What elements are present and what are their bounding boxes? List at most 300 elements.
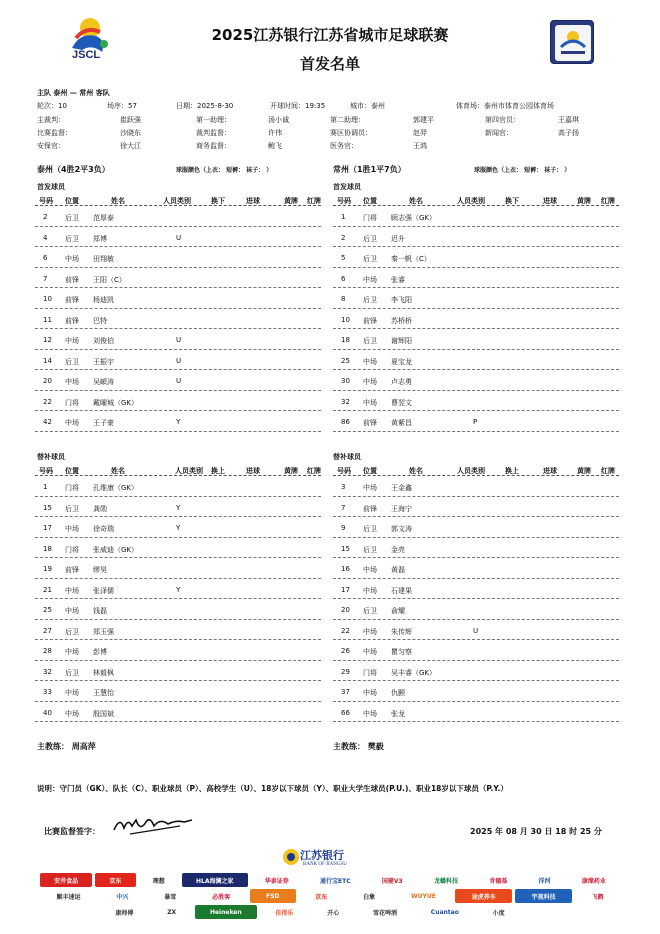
player-name: 王海宁 — [391, 504, 412, 513]
player-position: 中场 — [363, 586, 377, 595]
header-cat: 人员类别 — [457, 197, 485, 205]
player-number: 22 — [43, 397, 52, 406]
table-row — [35, 247, 321, 268]
player-number: 7 — [43, 274, 48, 283]
player-name: 李飞阳 — [391, 296, 412, 304]
away-subs-table — [333, 464, 619, 722]
player-number: 19 — [43, 565, 52, 573]
header-name: 姓名 — [409, 197, 423, 205]
player-number: 15 — [43, 503, 52, 512]
sponsor-logo: 康缘药业 — [568, 873, 620, 887]
player-position: 后卫 — [363, 607, 377, 615]
player-number: 25 — [341, 356, 350, 365]
player-name: 秦一帆（C） — [391, 255, 431, 263]
player-name: 迟升 — [391, 234, 405, 243]
official-value: 沙晓东 — [120, 129, 141, 137]
player-name: 苏桥桥 — [391, 316, 412, 325]
player-number: 32 — [43, 667, 52, 676]
player-position: 中场 — [363, 357, 377, 366]
page-subtitle: 首发名单 — [299, 55, 360, 73]
sponsor-logo: 宇视科技 — [515, 889, 572, 903]
player-position: 中场 — [65, 525, 79, 533]
header-red: 红牌 — [601, 467, 615, 475]
player-position: 门将 — [65, 398, 79, 407]
player-name: 刘俊伯 — [93, 337, 114, 345]
table-header — [35, 194, 321, 206]
table-header — [35, 464, 321, 476]
player-position: 中场 — [363, 275, 377, 284]
player-position: 中场 — [65, 419, 79, 427]
player-name: 戴曜城（GK） — [93, 398, 139, 407]
sponsor-logo: 华泰证券 — [251, 873, 303, 887]
match-number: 场序：57 — [107, 102, 137, 110]
home-subs-body — [35, 476, 321, 722]
header-goal: 进球 — [543, 467, 557, 475]
sponsor-logo: 白象 — [347, 889, 392, 903]
away-subs-label: 替补球员 — [333, 453, 361, 461]
table-row — [333, 599, 619, 620]
city: 城市：泰州 — [350, 102, 385, 110]
sponsor-logo: 途虎养车 — [455, 889, 512, 903]
sign-date: 2025 年 08 月 30 日 18 时 25 分 — [470, 827, 602, 836]
player-position: 后卫 — [65, 357, 79, 366]
player-position: 后卫 — [363, 234, 377, 243]
player-position: 中场 — [65, 586, 79, 595]
table-row — [35, 227, 321, 248]
table-row — [35, 599, 321, 620]
header-cat: 人员类别 — [457, 467, 485, 475]
bank-name: 江苏银行 — [300, 849, 344, 862]
player-number: 86 — [341, 418, 350, 426]
player-number: 66 — [341, 708, 350, 717]
official-value: 汤小诚 — [268, 116, 289, 124]
player-position: 后卫 — [363, 545, 377, 554]
sponsor-logo: 京东 — [299, 889, 344, 903]
sponsor-logo: 顺丰速运 — [40, 889, 97, 903]
official-value: 崔跃强 — [120, 116, 141, 124]
official-label: 赛区协调员： — [330, 129, 372, 137]
player-name: 朱传辉 — [391, 627, 412, 636]
table-row — [35, 558, 321, 579]
player-position: 前锋 — [363, 316, 377, 325]
player-position: 后卫 — [65, 504, 79, 513]
header-pos: 位置 — [65, 467, 79, 475]
player-position: 中场 — [363, 709, 377, 718]
header-no: 号码 — [337, 197, 351, 205]
player-name: 张龙 — [391, 709, 405, 718]
player-position: 后卫 — [363, 525, 377, 533]
player-position: 后卫 — [363, 255, 377, 263]
table-row — [35, 579, 321, 600]
player-number: 14 — [43, 356, 52, 365]
player-number: 30 — [341, 377, 350, 385]
player-position: 中场 — [65, 255, 79, 263]
sponsor-logo: 肯德基 — [475, 873, 521, 887]
sponsor-logo: 中兴 — [100, 889, 145, 903]
kickoff-time: 开球时间：19:35 — [270, 102, 326, 110]
player-category: U — [176, 233, 182, 242]
player-category: Y — [176, 524, 181, 532]
header-pos: 位置 — [363, 197, 377, 205]
player-name: 夏宝龙 — [391, 357, 412, 366]
away-starters-label: 首发球员 — [333, 183, 361, 191]
player-name: 曹翌文 — [391, 398, 412, 407]
player-number: 29 — [341, 667, 350, 676]
player-position: 门将 — [363, 668, 377, 677]
player-position: 后卫 — [65, 214, 79, 222]
table-row — [35, 661, 321, 682]
player-position: 中场 — [65, 709, 79, 718]
table-row — [333, 370, 619, 391]
venue: 体育场：泰州市体育公园体育场 — [456, 102, 554, 110]
official-label: 医务官： — [330, 142, 358, 150]
player-category: Y — [176, 585, 181, 594]
header-name: 姓名 — [111, 197, 125, 205]
table-row — [35, 702, 321, 723]
official-label: 新闻官： — [485, 129, 513, 137]
table-row — [333, 497, 619, 518]
player-category: U — [176, 336, 182, 344]
player-number: 11 — [43, 315, 52, 324]
header-cat: 人员类别 — [163, 197, 191, 205]
sponsor-row — [40, 889, 620, 904]
bank-name-en: BANK OF JIANGSU — [303, 862, 347, 867]
official-value: 鲍飞 — [268, 142, 282, 150]
match-date: 日期：2025-8-30 — [176, 102, 234, 110]
player-name: 张泽儒 — [93, 586, 114, 595]
round: 轮次：10 — [37, 102, 67, 110]
table-row — [35, 538, 321, 559]
sponsor-logo: 必胜客 — [196, 889, 247, 903]
header-pos: 位置 — [363, 467, 377, 475]
table-row — [333, 661, 619, 682]
player-name: 殷国斌 — [93, 709, 114, 718]
player-name: 瞿匀察 — [391, 648, 412, 656]
header-no: 号码 — [39, 197, 53, 205]
official-value: 郭建平 — [413, 116, 434, 124]
header — [0, 0, 660, 88]
player-name: 孔维康（GK） — [93, 484, 139, 492]
sponsor-logo: WUYUE — [395, 889, 453, 903]
official-label: 第一助理： — [196, 116, 231, 124]
sponsor-logo: 洋河 — [524, 873, 564, 887]
player-name: 黄紫昌 — [391, 419, 412, 427]
sponsor-logo: 雪花啤酒 — [358, 905, 413, 919]
player-number: 7 — [341, 503, 346, 512]
table-row — [35, 288, 321, 309]
player-name: 杨迪凯 — [93, 296, 114, 304]
player-category: P — [473, 418, 478, 426]
player-number: 40 — [43, 708, 52, 717]
player-number: 6 — [341, 274, 346, 283]
sponsor-logo: Heineken — [195, 905, 257, 919]
table-row — [333, 288, 619, 309]
player-position: 中场 — [363, 566, 377, 574]
sponsor-logo: 佳得乐 — [260, 905, 309, 919]
player-category: Y — [176, 503, 181, 512]
official-value: 徐大江 — [120, 142, 141, 150]
official-label: 裁判监督： — [196, 129, 231, 137]
official-label: 比赛监督： — [37, 129, 72, 137]
player-position: 后卫 — [363, 337, 377, 345]
player-number: 21 — [43, 585, 52, 594]
sponsor-row — [40, 905, 620, 920]
player-name: 顾志强（GK） — [391, 214, 437, 222]
player-name: 钱磊 — [93, 607, 107, 615]
official-value: 王嘉琪 — [558, 116, 579, 124]
table-row — [333, 702, 619, 723]
player-name: 谢辉阳 — [391, 337, 412, 345]
player-position: 中场 — [363, 689, 377, 697]
official-label: 第四官员： — [485, 116, 520, 124]
table-row — [35, 329, 321, 350]
header-red: 红牌 — [601, 197, 615, 205]
player-position: 中场 — [363, 627, 377, 636]
player-name: 巴特 — [93, 316, 107, 325]
player-name: 张威迪（GK） — [93, 545, 139, 554]
player-number: 42 — [43, 418, 52, 426]
official-label: 安保官： — [37, 142, 65, 150]
legend-note: 说明：守门员（GK）、队长（C）、职业球员（P）、高校学生（U）、18岁以下球员（Y）、职业大学生球员(P.U.)、职业18岁以下球员（P.Y.） — [37, 784, 508, 793]
player-number: 2 — [341, 233, 346, 242]
player-position: 后卫 — [363, 296, 377, 304]
player-name: 仇颢 — [391, 689, 405, 697]
away-starters-table — [333, 194, 619, 432]
page-title: 2025江苏银行江苏省城市足球联赛 — [211, 26, 449, 44]
player-position: 中场 — [363, 484, 377, 492]
player-number: 4 — [43, 233, 48, 242]
player-number: 9 — [341, 524, 346, 532]
player-number: 18 — [341, 336, 350, 344]
player-number: 10 — [341, 315, 350, 324]
player-position: 中场 — [363, 648, 377, 656]
player-name: 王子豪 — [93, 419, 114, 427]
home-coach: 主教练： 周高萍 — [37, 742, 96, 751]
player-name: 卢志勇 — [391, 378, 412, 386]
table-row — [333, 640, 619, 661]
table-row — [333, 538, 619, 559]
player-position: 中场 — [363, 398, 377, 407]
player-name: 俞耀 — [391, 607, 405, 615]
player-number: 27 — [43, 626, 52, 635]
header-no: 号码 — [39, 467, 53, 475]
player-number: 25 — [43, 606, 52, 614]
player-name: 吴頔涛 — [93, 378, 114, 386]
player-name: 郑玉强 — [93, 627, 114, 636]
player-name: 石建果 — [391, 586, 412, 595]
sponsor-logo: 暴雪 — [148, 889, 193, 903]
header-yellow: 黄牌 — [284, 467, 298, 475]
player-name: 徐奇瑞 — [93, 525, 114, 533]
player-position: 门将 — [65, 484, 79, 492]
player-position: 前锋 — [65, 316, 79, 325]
player-position: 前锋 — [65, 275, 79, 284]
player-number: 16 — [341, 565, 350, 573]
player-name: 田翔敏 — [93, 255, 114, 263]
header-sub-on: 换上 — [211, 467, 225, 475]
table-row — [35, 350, 321, 371]
table-row — [35, 476, 321, 497]
table-row — [333, 309, 619, 330]
table-row — [333, 579, 619, 600]
header-name: 姓名 — [409, 467, 423, 475]
player-position: 后卫 — [65, 668, 79, 677]
header-sub-on: 换上 — [505, 467, 519, 475]
header-yellow: 黄牌 — [577, 467, 591, 475]
player-number: 10 — [43, 295, 52, 303]
table-row — [35, 268, 321, 289]
table-row — [333, 227, 619, 248]
player-number: 3 — [341, 483, 346, 491]
player-name: 龚勋 — [93, 504, 107, 513]
table-row — [35, 497, 321, 518]
table-row — [35, 640, 321, 661]
header-no: 号码 — [337, 467, 351, 475]
home-starters-body — [35, 206, 321, 432]
player-position: 前锋 — [363, 419, 377, 427]
player-name: 吴丰睿（GK） — [391, 668, 437, 677]
player-number: 26 — [341, 647, 350, 655]
official-label: 主裁判： — [37, 116, 65, 124]
home-starters-table — [35, 194, 321, 432]
away-coach: 主教练： 樊毅 — [333, 742, 384, 751]
table-row — [35, 681, 321, 702]
table-row — [333, 329, 619, 350]
player-number: 32 — [341, 397, 350, 406]
player-position: 后卫 — [65, 627, 79, 636]
player-name: 范厚泰 — [93, 214, 114, 222]
away-team-name: 常州（1胜1平7负） — [333, 165, 406, 174]
player-number: 28 — [43, 647, 52, 655]
table-header — [333, 194, 619, 206]
player-category: U — [176, 356, 182, 365]
player-number: 20 — [43, 377, 52, 385]
sponsor-logo: Cuantao — [415, 905, 474, 919]
sponsor-logo: 国健V3 — [368, 873, 417, 887]
player-number: 15 — [341, 544, 350, 553]
player-number: 6 — [43, 254, 48, 262]
table-row — [35, 620, 321, 641]
player-number: 33 — [43, 688, 52, 696]
sponsor-logo: HLA海澜之家 — [182, 873, 248, 887]
player-name: 王金鑫 — [391, 484, 412, 492]
badge-logo-icon — [550, 20, 594, 64]
table-row — [333, 411, 619, 432]
sponsor-logo: 飞鹤 — [575, 889, 620, 903]
table-row — [333, 268, 619, 289]
player-number: 22 — [341, 626, 350, 635]
player-number: 18 — [43, 544, 52, 553]
player-name: 郑博 — [93, 234, 107, 243]
signature-label: 比赛监督签字： — [44, 827, 100, 836]
sponsor-logo: 理想 — [139, 873, 179, 887]
player-name: 王慧怡 — [93, 689, 114, 697]
header-goal: 进球 — [246, 197, 260, 205]
player-category: Y — [176, 418, 181, 426]
table-row — [333, 476, 619, 497]
table-row — [333, 558, 619, 579]
player-name: 郭文涛 — [391, 525, 412, 533]
player-name: 黄磊 — [391, 566, 405, 574]
player-name: 金亮 — [391, 545, 405, 554]
player-position: 门将 — [363, 214, 377, 222]
player-name: 张睿 — [391, 275, 405, 284]
sponsor-logo: 康师傅 — [100, 905, 149, 919]
table-row — [333, 350, 619, 371]
sponsor-row — [40, 873, 620, 888]
header-yellow: 黄牌 — [284, 197, 298, 205]
official-label: 第二助理： — [330, 116, 365, 124]
table-row — [35, 517, 321, 538]
sponsor-logo: 小度 — [477, 905, 520, 919]
sponsor-logo: 通行宝ETC — [306, 873, 365, 887]
header-pos: 位置 — [65, 197, 79, 205]
table-row — [35, 391, 321, 412]
away-subs-body — [333, 476, 619, 722]
table-row — [333, 247, 619, 268]
table-row — [35, 411, 321, 432]
player-number: 17 — [43, 524, 52, 532]
sponsor-strip — [40, 873, 620, 921]
player-number: 37 — [341, 688, 350, 696]
table-header — [333, 464, 619, 476]
player-name: 彭博 — [93, 648, 107, 656]
player-number: 2 — [43, 213, 48, 221]
table-row — [333, 391, 619, 412]
player-position: 前锋 — [65, 566, 79, 574]
table-row — [333, 681, 619, 702]
sponsor-logo: FSD — [250, 889, 296, 903]
home-subs-label: 替补球员 — [37, 453, 65, 461]
sponsor-logo: 京东 — [95, 873, 135, 887]
home-team-name: 泰州（4胜2平3负） — [37, 165, 110, 174]
table-row — [333, 206, 619, 227]
away-kit-colors: 球服颜色（上衣： 短裤： 袜子： ） — [474, 167, 571, 174]
official-value: 高子扬 — [558, 129, 579, 137]
header-sub-off: 换下 — [211, 197, 225, 205]
player-name: 缪昊 — [93, 566, 107, 574]
player-category: U — [473, 626, 479, 635]
player-name: 林毅枫 — [93, 668, 114, 677]
official-value: 赵羿 — [413, 129, 427, 137]
player-number: 12 — [43, 336, 52, 344]
player-position: 中场 — [65, 648, 79, 656]
header-yellow: 黄牌 — [577, 197, 591, 205]
player-position: 中场 — [65, 689, 79, 697]
sponsor-logo: ZX — [152, 905, 192, 919]
table-row — [333, 620, 619, 641]
home-kit-colors: 球服颜色（上衣： 短裤： 袜子： ） — [176, 167, 273, 174]
player-position: 门将 — [65, 545, 79, 554]
handwritten-signature — [110, 812, 196, 838]
table-row — [35, 206, 321, 227]
league-logo-text: JSCL — [72, 49, 101, 61]
header-sub-off: 换下 — [505, 197, 519, 205]
player-number: 8 — [341, 295, 346, 303]
header-name: 姓名 — [111, 467, 125, 475]
table-row — [35, 309, 321, 330]
player-position: 前锋 — [65, 296, 79, 304]
player-number: 17 — [341, 585, 350, 594]
teams-line: 主队 泰州 — 常州 客队 — [37, 89, 110, 97]
header-red: 红牌 — [307, 197, 321, 205]
player-number: 1 — [341, 213, 346, 221]
header-goal: 进球 — [246, 467, 260, 475]
player-position: 中场 — [65, 337, 79, 345]
header-goal: 进球 — [543, 197, 557, 205]
player-category: U — [176, 377, 182, 385]
table-row — [35, 370, 321, 391]
